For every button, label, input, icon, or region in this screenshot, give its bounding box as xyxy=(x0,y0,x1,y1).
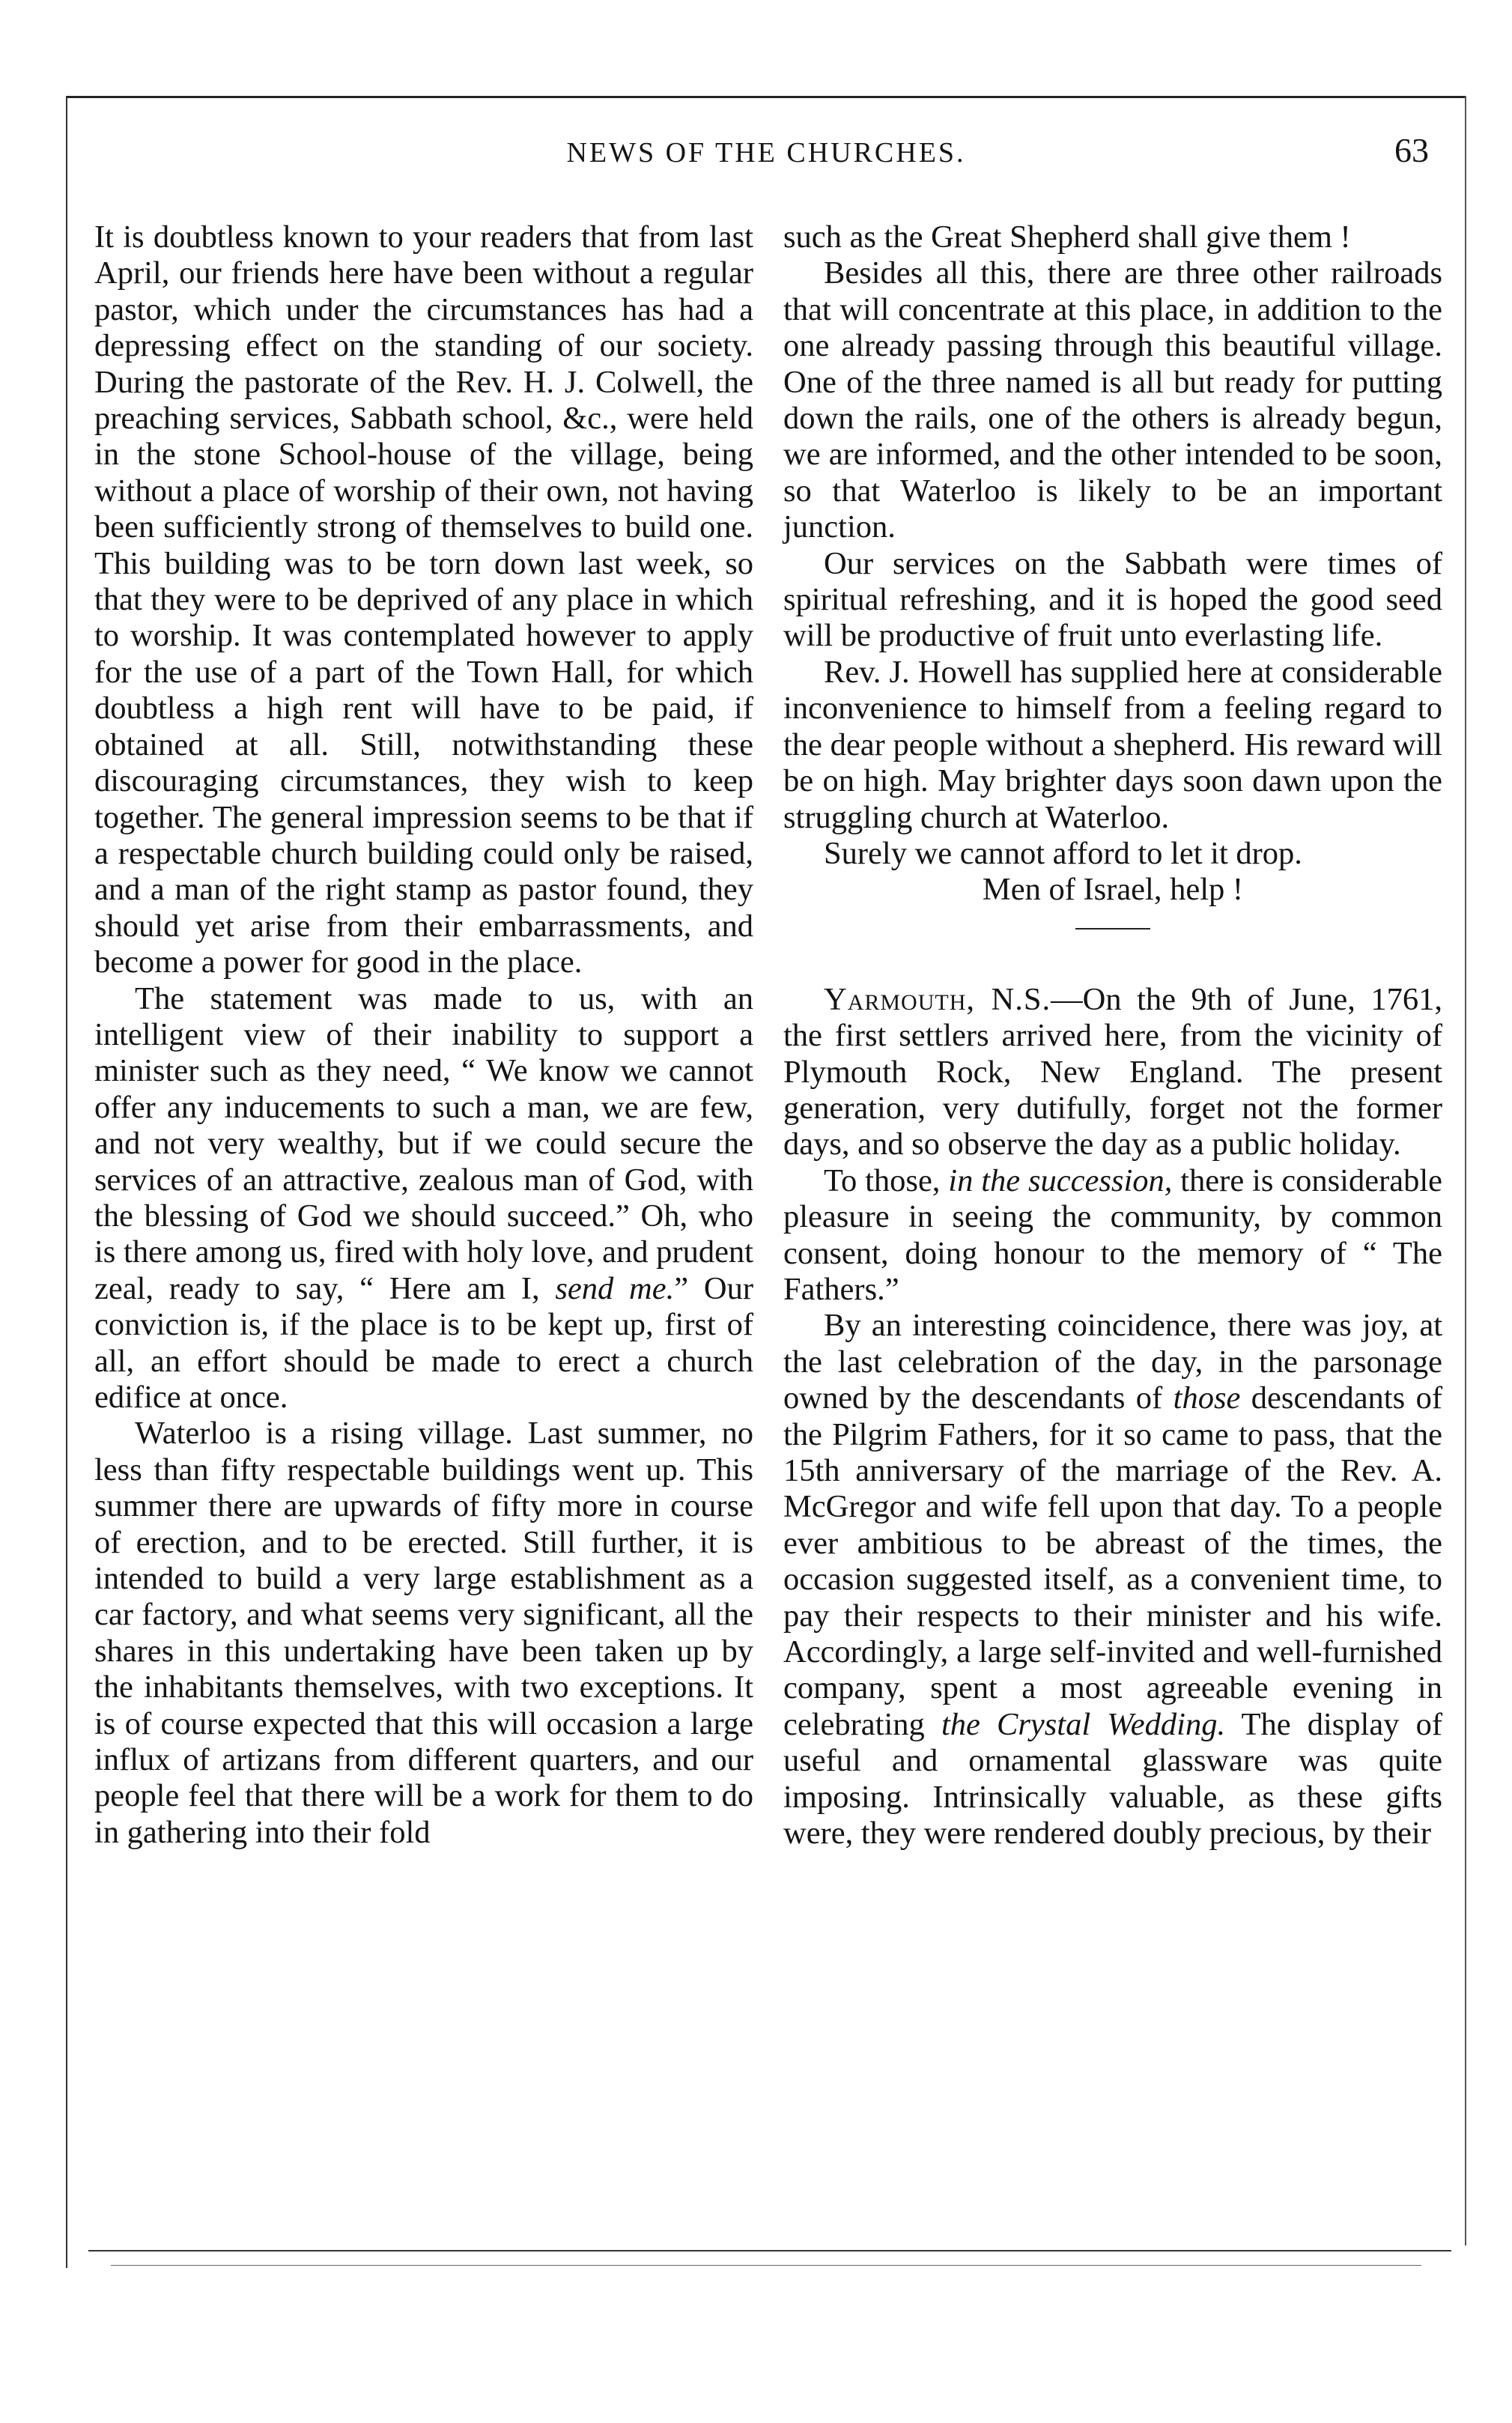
text-run: The statement was made to us, with an intelligent view of their inability to support a minister such as they need, “ We know we cannot offer any inducements to such a man, we are few, and not very wealthy, but if we could secure the services of an attractive, zealous man of God, with the blessing of God we should succeed.” Oh, who is there among us, fired with holy love, and prudent zeal, ready to say, “ Here am I, xyxy=(94,980,753,1306)
top-rule xyxy=(66,96,1466,98)
text-run: ” Our conviction is, if the place is to be kept up, first of all, an effort should be made to erect a church edifice at once. xyxy=(94,1270,753,1415)
right-column xyxy=(783,219,1442,2242)
text-run: descendants of the Pilgrim Fathers, for it so came to pass, that the 15th anniversary of the marriage of the Rev. A. McGregor and wife fell upon that day. To a people ever ambitious to be abreast of the times, the occasion suggested itself, as a convenient time, to pay their respects to their minister and his wife. Accordingly, a large self-invited and well-furnished company, spent a most agreeable evening in celebrating xyxy=(783,1380,1442,1742)
paragraph: Besides all this, there are three other railroads that will concentrate at this place, in addition to the one already passing through this beautiful village. One of the three named is all but ready for putting down the rails, one of the others is already begun, we are informed, and the other intended to be soon, so that Waterloo is likely to be an important junction. xyxy=(783,255,1442,545)
right-border xyxy=(1465,96,1466,2245)
paragraph: Surely we cannot afford to let it drop. xyxy=(824,835,1302,871)
page-frame xyxy=(66,96,1466,2343)
paragraph: Rev. J. Howell has supplied here at considerable inconvenience to himself from a feeling regard to the dear people without a shepherd. His reward will be on high. May brighter days soon dawn upon the struggling church at Waterloo. xyxy=(783,654,1442,835)
paragraph xyxy=(783,1308,1442,1852)
paragraph: Our services on the Sabbath were times of spiritual refreshing, and it is hoped the good seed will be productive of fruit unto everlasting life. xyxy=(783,545,1442,654)
closing-line: Men of Israel, help ! xyxy=(982,872,1244,908)
bottom-rule xyxy=(88,2250,1451,2251)
place-heading: Yarmouth, N.S. xyxy=(824,981,1051,1017)
paragraph xyxy=(94,981,753,1416)
text-run: there is considerable pleasure in seeing the community, by common consent, doing honour to the memory of “ The Fathers.” xyxy=(783,1162,1443,1307)
page-header xyxy=(66,126,1466,178)
bottom-rule-thin xyxy=(111,2265,1421,2266)
running-head: NEWS OF THE CHURCHES. xyxy=(566,137,966,169)
text-run: The display of useful and ornamental glassware was quite imposing. Intrinsically valuable, as these gifts were, they were rendered doubly precious, by their xyxy=(783,1706,1443,1852)
page-number: 63 xyxy=(1394,131,1429,169)
italic-text: those xyxy=(1173,1380,1241,1416)
text-columns xyxy=(94,219,1442,2242)
italic-text: in the succession, xyxy=(948,1162,1173,1198)
paragraph: Waterloo is a rising village. Last summer, no less than fifty respectable buildings went up. This summer there are upwards of fifty more in course of erection, and to be erected. Still further, it is intended to build a very large establishment as a car factory, and what seems very significant, all the shares in this undertaking have been taken up by the inhabitants themselves, with two exceptions. It is of course expected that this will occasion a large influx of artizans from different quarters, and our people feel that there will be a work for them to do in gathering into their fold xyxy=(94,1416,753,1850)
paragraph xyxy=(783,1163,1442,1308)
text-run: By an interesting coincidence, there was joy, at the last celebration of the day, in the parsonage owned by the descendants of xyxy=(783,1308,1442,1416)
italic-text: send me. xyxy=(555,1270,675,1306)
left-column xyxy=(94,219,753,2242)
paragraph: such as the Great Shepherd shall give them ! xyxy=(783,219,1351,255)
text-run: —On the 9th of June, 1761, the first settlers arrived here, from the vicinity of Plymouth Rock, New England. The present generation, very dutifully, forget not the former days, and so observe the day as a public holiday. xyxy=(783,981,1442,1162)
text-run: To those, xyxy=(824,1162,949,1198)
paragraph xyxy=(783,982,1442,1163)
left-border xyxy=(66,96,67,2268)
italic-text: the Crystal Wedding. xyxy=(941,1706,1226,1742)
section-separator xyxy=(1075,928,1150,930)
paragraph: It is doubtless known to your readers that from last April, our friends here have been without a regular pastor, which under the circumstances has had a depressing effect on the standing of our society. During the pastorate of the Rev. H. J. Colwell, the preaching services, Sabbath school, &c., were held in the stone School-house of the village, being without a place of worship of their own, not having been sufficiently strong of themselves to build one. This building was to be torn down last week, so that they were to be deprived of any place in which to worship. It was contemplated however to apply for the use of a part of the Town Hall, for which doubtless a high rent will have to be paid, if obtained at all. Still, notwithstanding these discouraging circumstances, they wish to keep together. The general impression seems to be that if a respectable church building could only be raised, and a man of the right stamp as pastor found, they should yet arise from their embarrassments, and become a power for good in the place. xyxy=(94,219,753,980)
